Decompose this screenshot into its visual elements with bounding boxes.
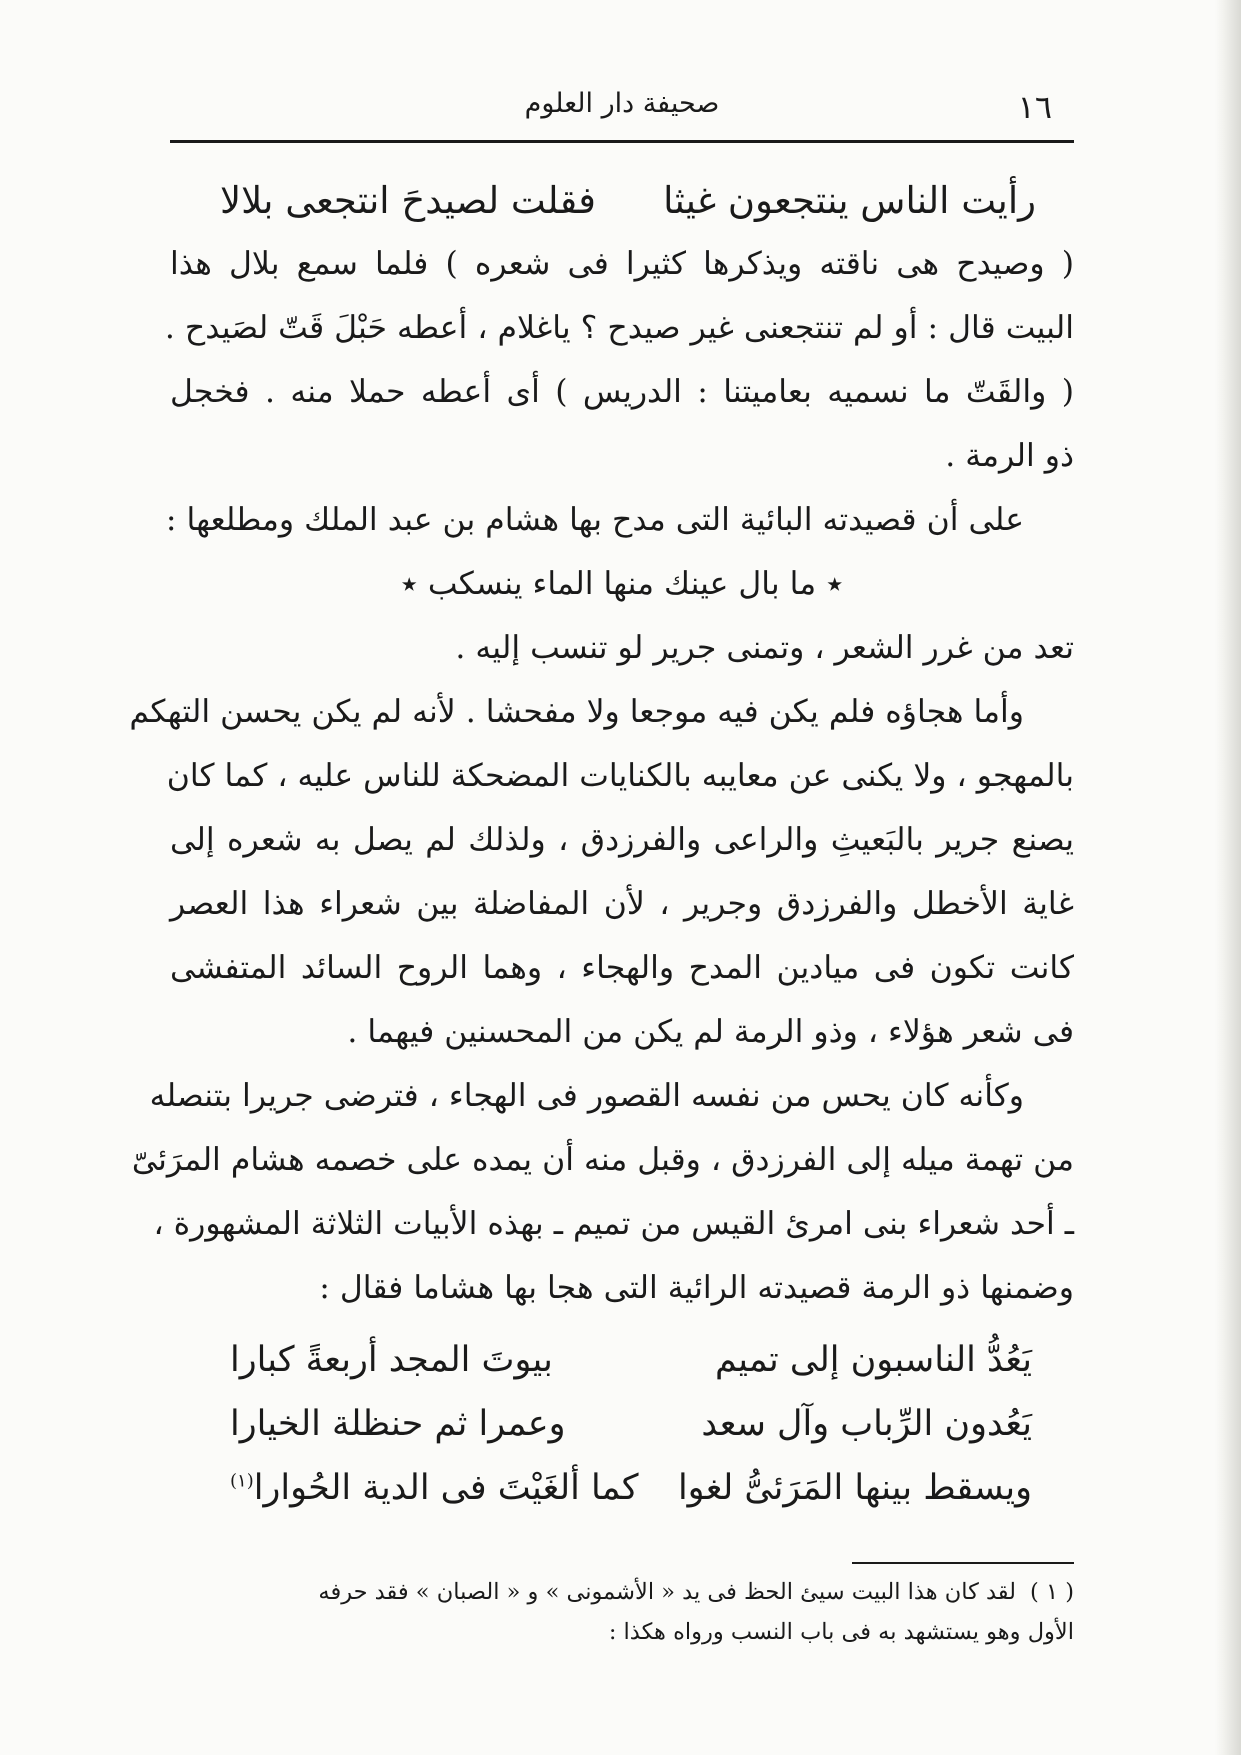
verse-hemistich: وعمرا ثم حنظلة الخيارا (230, 1404, 566, 1444)
text-line: وكأنه كان يحس من نفسه القصور فى الهجاء ، فترضى جريرا بتنصله (149, 1078, 1024, 1114)
footnote-line: الأول وهو يستشهد به فى باب النسب ورواه هكذا : (608, 1619, 1074, 1645)
footnote-rule (852, 1562, 1074, 1564)
text-line: تعد من غرر الشعر ، وتمنى جرير لو تنسب إليه . (455, 630, 1074, 666)
verse-hemistich: يَعُدون الرِّباب وآل سعد (701, 1404, 1032, 1444)
text-line: يصنع جرير بالبَعيثِ والراعى والفرزدق ، ولذلك لم يصل به شعره إلى (170, 822, 1074, 858)
page-edge-shadow (1215, 0, 1241, 1755)
text-line: البيت قال : أو لم تنتجعنى غير صيدح ؟ ياغلام ، أعطه حَبْلَ قَتّ لصَيدح . (164, 310, 1074, 346)
footnote-text: لقد كان هذا البيت سيئ الحظ فى يد « الأشمونى » و « الصبان » فقد حرفه (318, 1579, 1017, 1605)
verse-hemistich: ويسقط بينها المَرَئىُّ لغوا (677, 1468, 1032, 1508)
running-title: صحيفة دار العلوم (524, 88, 720, 119)
text-line: بالمهجو ، ولا يكنى عن معايبه بالكنايات المضحكة للناس عليه ، كما كان (166, 758, 1074, 794)
text-line: على أن قصيدته البائية التى مدح بها هشام بن عبد الملك ومطلعها : (165, 502, 1024, 538)
verse-hemistich: يَعُدُّ الناسبون إلى تميم (714, 1340, 1032, 1380)
verse-hemistich: بيوتَ المجد أربعةً كبارا (230, 1340, 553, 1380)
verse-hemistich-with-note (230, 1468, 639, 1508)
page-number: ١٦ (1017, 88, 1052, 126)
text-line: كانت تكون فى ميادين المدح والهجاء ، وهما الروح السائد المتفشى (170, 950, 1074, 986)
poem-verse (170, 1328, 1074, 1392)
poem-verse (170, 1392, 1074, 1456)
footnote-marker: ( ١ ) (1030, 1579, 1074, 1605)
header-rule (170, 140, 1074, 143)
main-text (129, 168, 1074, 1520)
page-header (170, 80, 1074, 134)
text-line: ـ أحد شعراء بنى امرئ القيس من تميم ـ بهذه الأبيات الثلاثة المشهورة ، (153, 1206, 1074, 1242)
footnote-reference[interactable]: (١) (230, 1470, 254, 1492)
text-line: ( وصيدح هى ناقته ويذكرها كثيرا فى شعره ) فلما سمع بلال هذا (170, 246, 1074, 282)
verse-hemistich: فقلت لصيدحَ انتجعى بلالا (220, 178, 596, 222)
poem-verses (170, 1328, 1074, 1520)
footnotes (170, 1572, 1074, 1652)
text-line: ذو الرمة . (945, 438, 1074, 474)
text-line: وضمنها ذو الرمة قصيدته الرائية التى هجا بها هشاما فقال : (319, 1270, 1074, 1306)
poem-verse (170, 1456, 1074, 1520)
text-line: من تهمة ميله إلى الفرزدق ، وقبل منه أن يمده على خصمه هشام المرَئىّ (131, 1142, 1074, 1178)
verse-hemistich: رأيت الناس ينتجعون غيثا (663, 178, 1036, 222)
text-line: فى شعر هؤلاء ، وذو الرمة لم يكن من المحسنين فيهما . (347, 1014, 1074, 1050)
text-line: غاية الأخطل والفرزدق وجرير ، لأن المفاضلة بين شعراء هذا العصر (170, 886, 1074, 922)
text-line: وأما هجاؤه فلم يكن فيه موجعا ولا مفحشا . لأنه لم يكن يحسن التهكم (129, 694, 1024, 730)
verse-hemistich: كما ألغَيْتَ فى الدية الحُوارا (253, 1468, 639, 1508)
opening-verse (170, 168, 1074, 232)
quoted-hemistich: ٭ ما بال عينك منها الماء ينسكب ٭ (400, 566, 844, 602)
footnote-line (170, 1572, 1074, 1612)
text-line: ( والقَتّ ما نسميه بعاميتنا : الدريس ) أى أعطه حملا منه . فخجل (170, 374, 1074, 410)
